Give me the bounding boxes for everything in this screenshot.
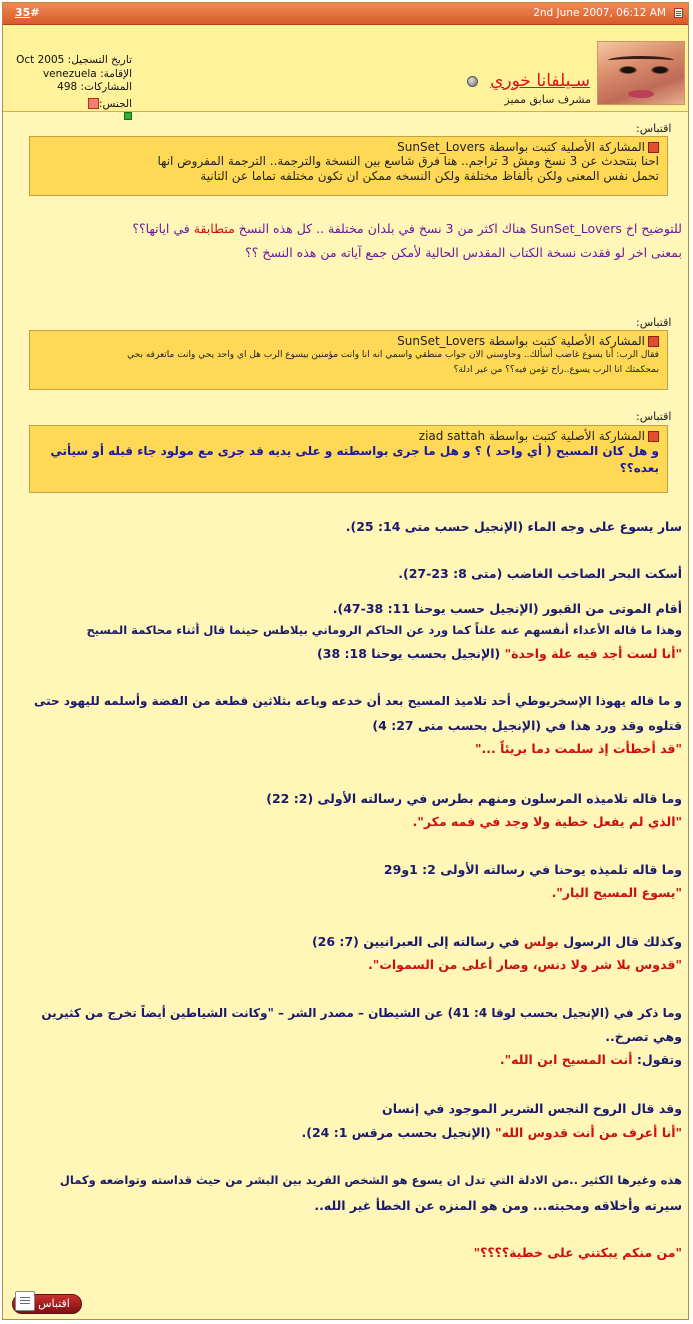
body-line: سار يسوع على وجه الماء (الإنجيل حسب متى 14: 25). <box>345 519 682 534</box>
quote-author: المشاركة الأصلية كتبت بواسطة ziad sattah <box>418 429 645 443</box>
online-status-icon <box>124 112 132 120</box>
body-line: "قدوس بلا شر ولا دنس، وصار أعلى من السموات". <box>368 957 682 972</box>
body-line: أسكت البحر الصاخب الغاضب (متى 8: 23-27). <box>398 566 682 581</box>
body-line: وقد قال الروح النجس الشرير الموجود في إنسان <box>382 1101 682 1116</box>
body-line: وهذا ما قاله الأعداء أنفسهم عنه علناً كما ورد عن الحاكم الروماني بيلاطس حينما قال أثناء محاكمة المسيح <box>86 623 682 637</box>
body-line: وكذلك قال الرسول بولس في رسالته إلى العبرانيين (7: 26) <box>311 934 682 949</box>
gender-row <box>12 98 132 112</box>
quote-line: بمحكمتك انا الرب يسوع..راح تؤمن فيه؟؟ من غير ادلة؟ <box>453 365 659 375</box>
quote-header <box>38 429 659 443</box>
user-info-bar <box>3 25 688 112</box>
body-line: وما ذكر في (الإنجيل بحسب لوقا 4: 41) عن الشيطان – مصدر الشر – "وكانت الشياطين أيضاً تخرج من كثيرين <box>41 1006 682 1020</box>
offline-status-icon <box>467 76 478 87</box>
quote-box <box>29 425 668 493</box>
quote-line: و هل كان المسيح ( أي واحد ) ؟ و هل ما جرى بواسطته و على يديه قد جرى مع مولود جاء قبله أو سيأتي <box>50 444 659 458</box>
view-post-icon[interactable] <box>648 336 659 347</box>
body-line: وهي تصرخ.. <box>605 1029 682 1044</box>
body-line: قتلوه وقد ورد هذا في (الإنجيل بحسب متى 27: 4) <box>372 718 682 733</box>
quote-box <box>29 330 668 390</box>
reply-line: بمعنى اخر لو فقدت نسخة الكتاب المقدس الحالية لأمكن جمع آياته من هذه النسخ ؟؟ <box>245 245 682 260</box>
online-row <box>12 111 132 125</box>
body-line: أقام الموتى من القبور (الإنجيل حسب يوحنا 11: 38-47). <box>332 601 682 616</box>
body-line: وتقول: أنت المسيح ابن الله". <box>499 1052 682 1067</box>
gender-icon <box>88 98 99 109</box>
join-date: تاريخ التسجيل: Oct 2005 <box>16 54 132 66</box>
body-line: "الذي لم يفعل خطية ولا وجد في فمه مكر". <box>412 814 682 829</box>
quote-button-label: اقتباس <box>38 1297 70 1310</box>
post-count: المشاركات: 498 <box>57 81 132 93</box>
reply-line: للتوضيح اخ SunSet_Lovers هناك اكثر من 3 نسخ في بلدان مختلفة .. كل هذه النسخ متطابقة في اياتها؟؟ <box>132 221 682 236</box>
body-line: "من منكم يبكتني على خطية؟؟؟؟" <box>473 1245 682 1260</box>
body-line: "يسوع المسيح البار". <box>551 885 682 900</box>
post-number-prefix: # <box>30 6 40 19</box>
body-line: "قد أخطأت إذ سلمت دما بريئاً ..." <box>474 741 682 756</box>
forum-post <box>2 2 689 1320</box>
quote-header <box>38 140 659 154</box>
body-line: سيرته وأخلاقه ومحبته... ومن هو المنزه عن الخطأ غير الله.. <box>314 1198 682 1213</box>
post-number-link[interactable]: 35 <box>15 6 31 19</box>
quote-line: احنا بنتحدث عن 3 نسخ ومش 3 تراجم.. هنا فرق شاسع بين النسخة والترجمة.. الترجمة المفروض انها <box>157 154 659 168</box>
user-location: الإقامة: venezuela <box>42 67 132 80</box>
quote-line: تحمل نفس المعنى ولكن بألفاظ مختلفة ولكن النسخه ممكن ان تكون مختلفه تماما عن التانية <box>200 169 659 183</box>
quote-label: اقتباس: <box>636 122 672 135</box>
quote-label: اقتباس: <box>636 410 672 423</box>
quote-button[interactable] <box>12 1294 82 1314</box>
view-post-icon[interactable] <box>648 431 659 442</box>
quote-header <box>38 334 659 348</box>
quote-icon <box>15 1291 35 1311</box>
post-number <box>15 6 40 19</box>
gender-label: الجنس: <box>99 97 132 110</box>
view-post-icon[interactable] <box>648 142 659 153</box>
quote-box <box>29 136 668 196</box>
body-line: "أنا لست أجد فيه علة واحدة" (الإنجيل بحسب يوحنا 18: 38) <box>317 646 682 661</box>
quote-author: المشاركة الأصلية كتبت بواسطة SunSet_Lovers <box>397 140 645 154</box>
avatar[interactable] <box>597 41 685 105</box>
quote-line: فقال الرب: أنا يسوع غاضب أسألك.. وحاوسني الان جواب منطقي واسمي انه انا وانت مؤمنين بيسوع الرب هل اي واحد يحي وانت ماتعرفه بحي <box>127 350 659 360</box>
user-details <box>12 54 132 125</box>
body-line: "أنا أعرف من أنت قدوس الله" (الإنجيل بحسب مرقس 1: 24). <box>301 1125 682 1140</box>
body-line: هذه وغيرها الكثير ..من الادلة التي تدل ان يسوع هو الشخص الفريد بين البشر من حيث قداسته وتواضعه وكمال <box>59 1173 682 1187</box>
post-date: 2nd June 2007, 06:12 AM <box>533 7 666 19</box>
post-icon <box>674 8 683 18</box>
quote-line: بعده؟؟ <box>619 461 659 475</box>
username-link[interactable]: سـيلفانا خوري <box>490 71 590 91</box>
body-line: وما قاله تلاميذه المرسلون ومنهم بطرس في رسالته الأولى (2: 22) <box>266 791 682 806</box>
quote-label: اقتباس: <box>636 316 672 329</box>
body-line: وما قاله تلميذه يوحنا في رسالته الأولى 2: 1و29 <box>383 862 682 877</box>
user-title: مشرف سابق مميز <box>504 93 591 106</box>
post-header-bar <box>3 3 688 25</box>
body-line: و ما قاله يهوذا الإسخريوطي أحد تلاميذ المسيح بعد أن خدعه وباعه بثلاثين قطعة من الفضة وأسلمه لليهود حتى <box>33 694 682 708</box>
quote-author: المشاركة الأصلية كتبت بواسطة SunSet_Lovers <box>397 334 645 348</box>
